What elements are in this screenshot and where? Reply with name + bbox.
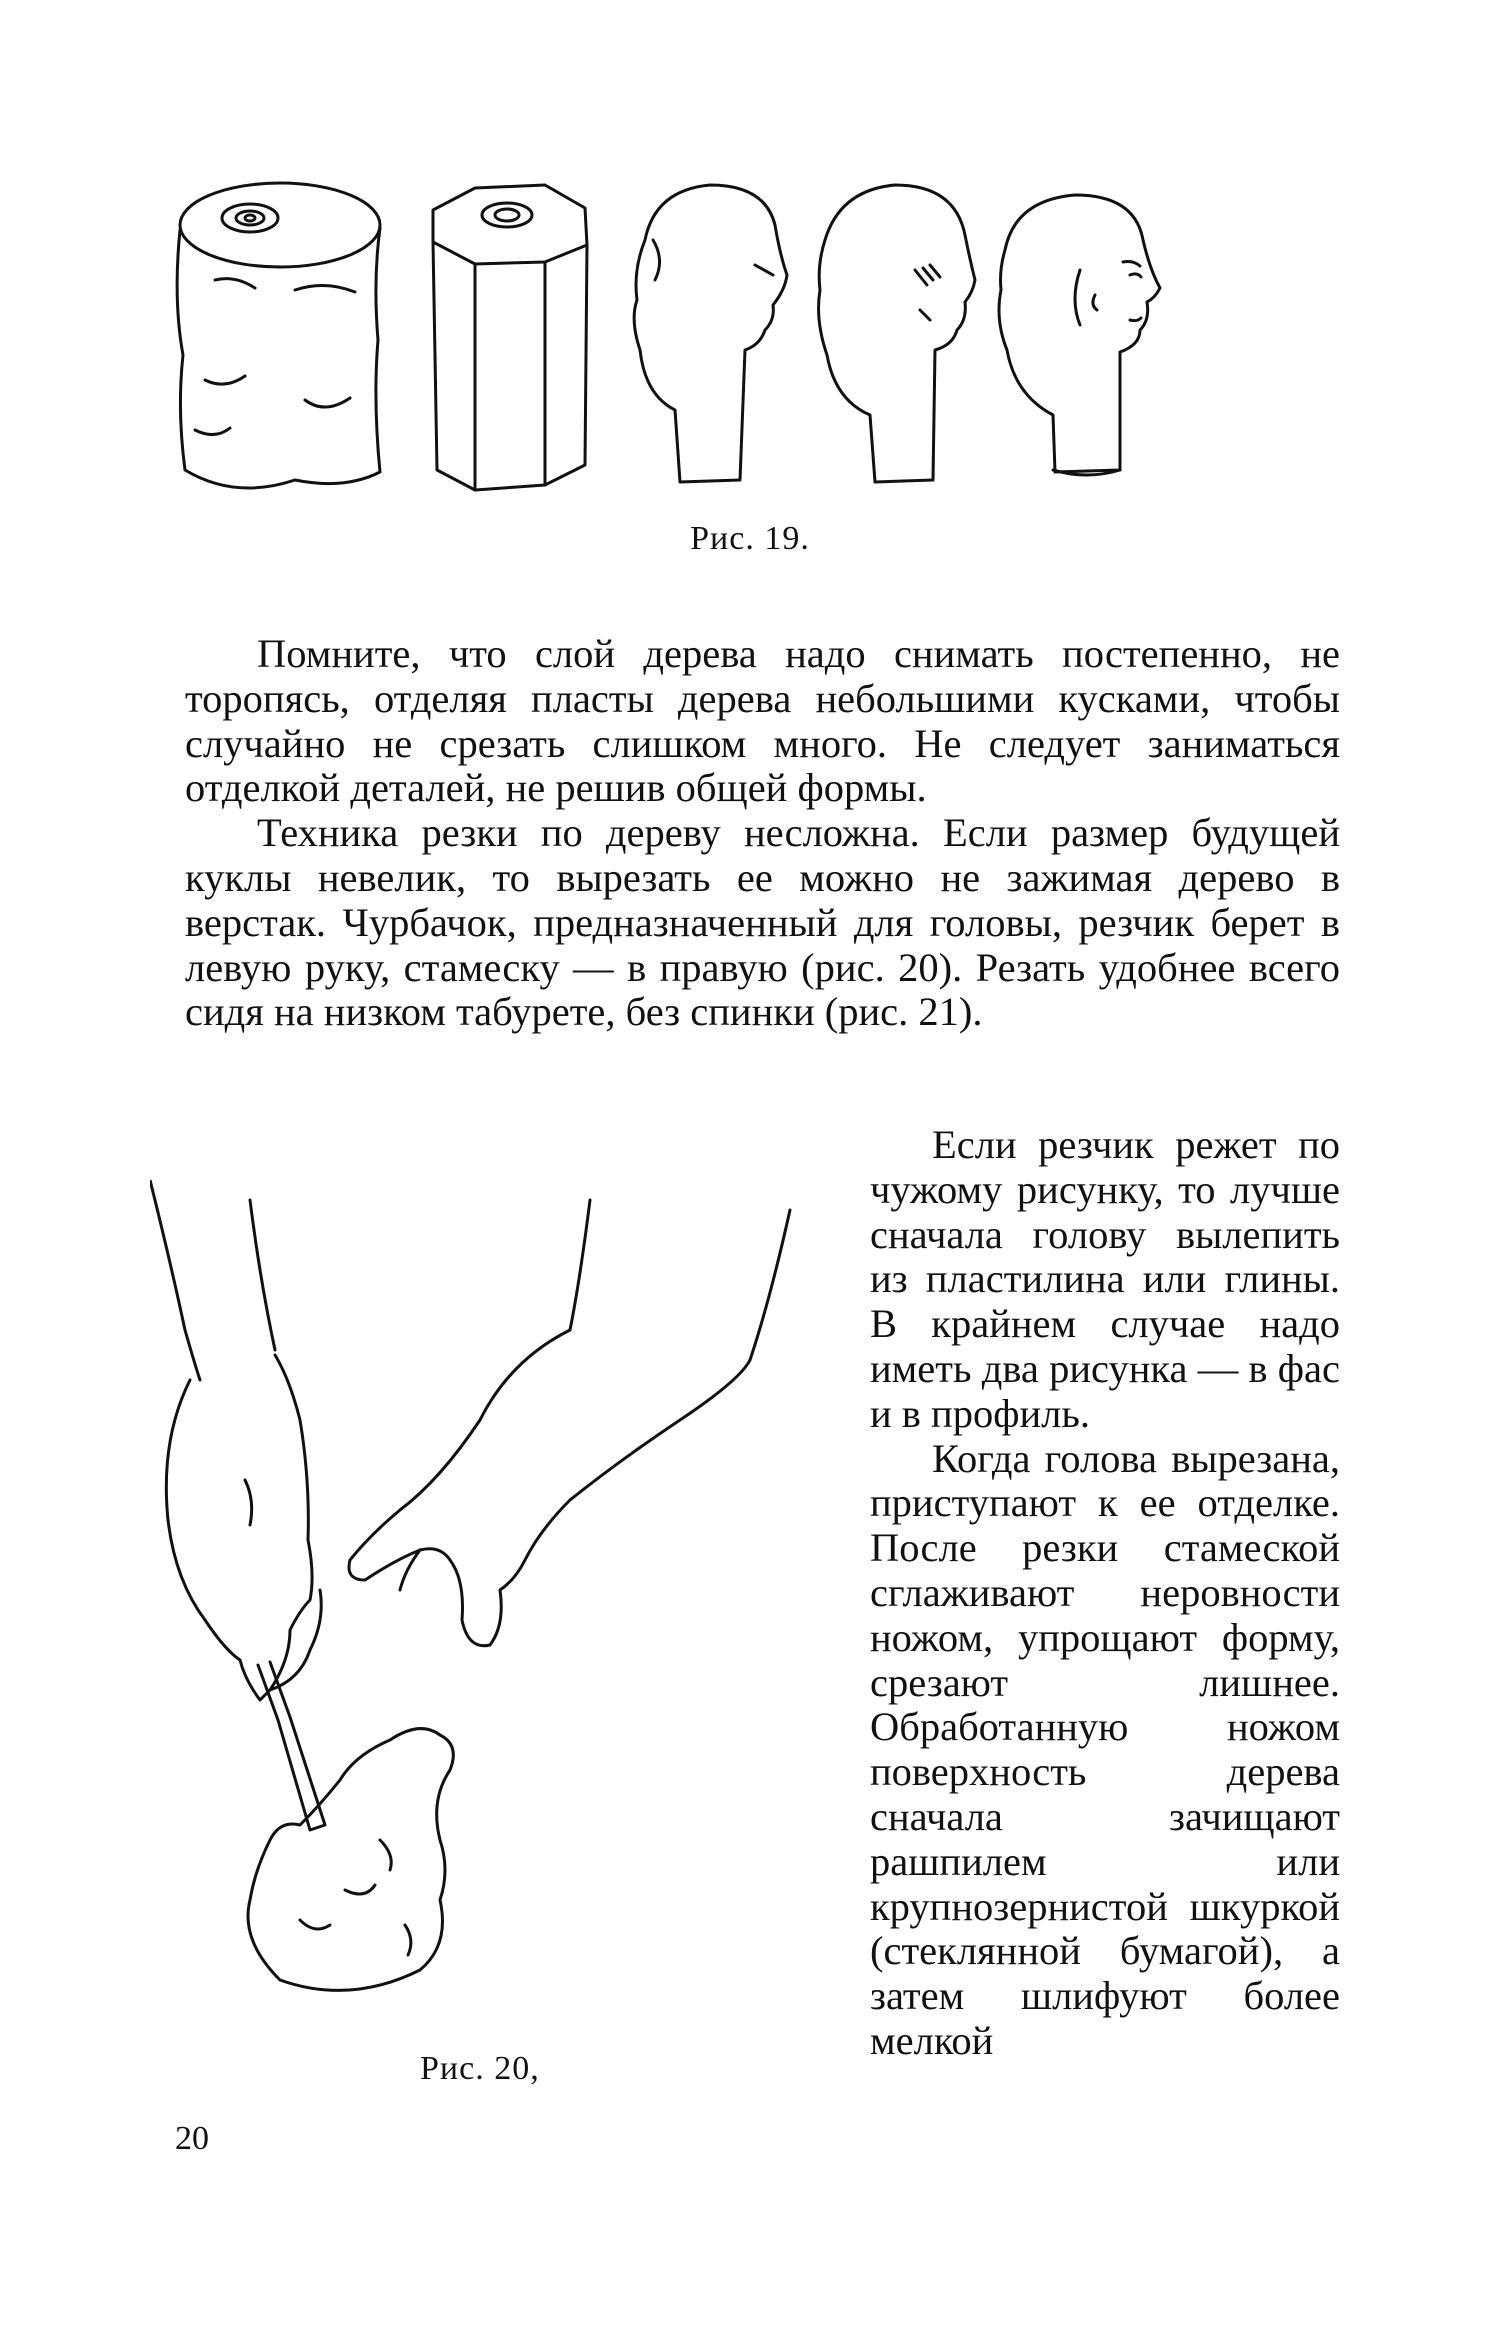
right-sleeve bbox=[570, 1200, 590, 1330]
page-number: 20 bbox=[175, 2120, 209, 2157]
side-column-text bbox=[870, 1123, 1340, 2064]
carving-stages-drawing bbox=[175, 180, 1360, 520]
rough-head-drawing bbox=[634, 185, 787, 482]
left-sleeve bbox=[150, 1180, 200, 1380]
figure-20-caption: Рис. 20, bbox=[420, 2050, 540, 2087]
log-chunk-drawing bbox=[177, 183, 380, 488]
finished-head-drawing bbox=[999, 195, 1160, 475]
wood-block bbox=[248, 1729, 453, 1991]
paragraph-finishing: Когда голова вырезана, приступают к ее отделке. После резки стамеской сглаживают неровности ножом, упрощают форму, срезают лишнее. Обработанную ножом поверхность дерева сначала зачищают рашпилем или крупнозернистой шкуркой (стеклянной бумагой), а затем шлифуют более мелкой bbox=[870, 1435, 1340, 2063]
left-hand bbox=[166, 1355, 312, 1700]
hands-carving-drawing bbox=[150, 1180, 810, 2000]
main-text bbox=[185, 632, 1340, 1035]
figure-20-illustration bbox=[150, 1180, 810, 2000]
shaped-head-drawing bbox=[819, 185, 975, 482]
figure-19-illustration bbox=[175, 180, 1360, 520]
figure-19-caption: Рис. 19. bbox=[690, 520, 810, 557]
paragraph-carving-technique: Техника резки по дереву несложна. Если размер будущей куклы невелик, то вырезать ее можно не зажимая дерево в верстак. Чурбачок, предназначенный для головы, резчик берет в левую руку, стамеску — в правую (рис. 20). Резать удобнее всего сидя на низком табурете, без спинки (рис. 21). bbox=[185, 810, 1340, 1035]
right-hand bbox=[349, 1330, 750, 1646]
paragraph-careful-removal: Помните, что слой дерева надо снимать постепенно, не торопясь, отделяя пласты дерева небольшими кусками, чтобы случайно не срезать слишком много. Не следует заниматься отделкой деталей, не решив общей формы. bbox=[185, 631, 1340, 811]
paragraph-reference-drawing: Если резчик режет по чужому рисунку, то лучше сначала голову вылепить из пластилина или глины. В крайнем случае надо иметь два рисунка — в фас и в профиль. bbox=[870, 1122, 1340, 1436]
chisel bbox=[258, 1662, 290, 1720]
octagonal-block-drawing bbox=[433, 185, 587, 490]
